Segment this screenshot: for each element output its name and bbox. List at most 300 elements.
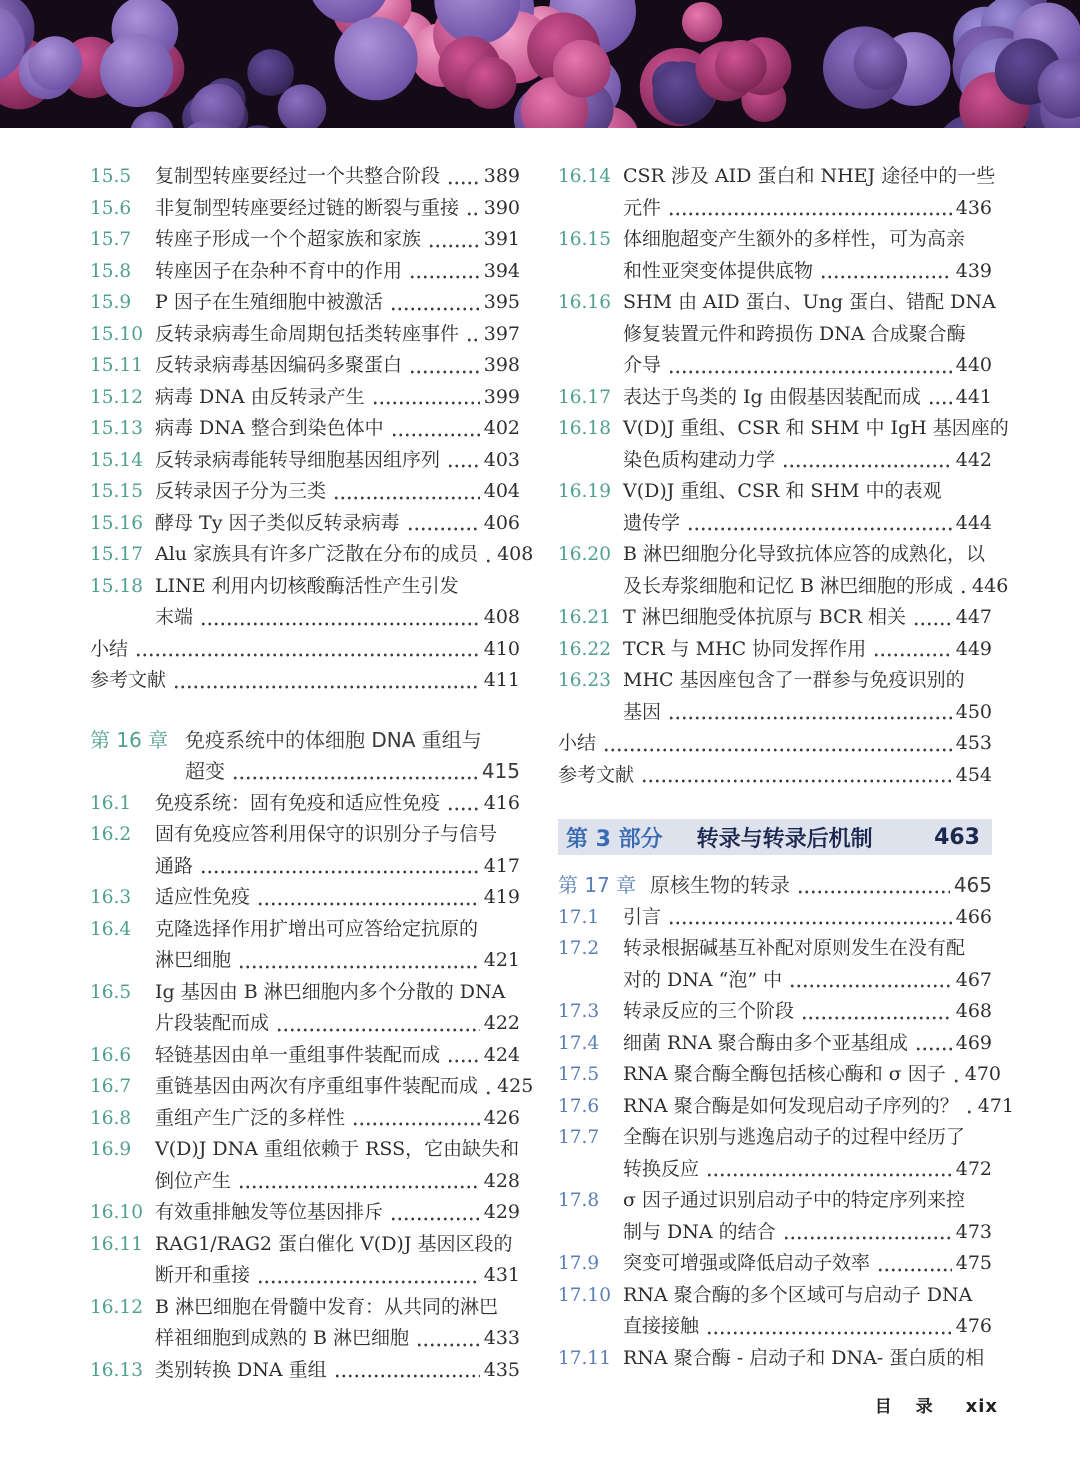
page-number: 410	[483, 637, 520, 660]
page-number: 428	[483, 1169, 520, 1192]
entry-body	[623, 1091, 1014, 1123]
entry-last-line	[155, 256, 520, 288]
dot-leader	[389, 413, 480, 445]
section-number: 17.3	[558, 1001, 600, 1022]
dot-leader	[464, 319, 480, 351]
entry-last-line	[623, 382, 992, 414]
page-number: 453	[955, 732, 992, 754]
entry-last-line	[623, 193, 992, 225]
section-number: 16.14	[558, 166, 611, 187]
toc-entry-16.9	[90, 1134, 520, 1197]
toc-entry-16.20	[558, 539, 1009, 602]
entry-last-line	[623, 445, 992, 477]
entry-title: V(D)J DNA 重组依赖于 RSS，它由缺失和	[155, 1138, 520, 1160]
entry-body	[155, 1229, 520, 1292]
dot-leader	[426, 224, 480, 256]
page-number: 442	[955, 448, 992, 471]
dot-leader	[407, 256, 480, 288]
entry-title: V(D)J 重组、CSR 和 SHM 中 IgH 基因座的	[623, 417, 1009, 439]
entry-last-line	[155, 287, 520, 319]
entry-body	[155, 788, 520, 820]
section-number: 16.15	[558, 229, 611, 250]
entry-last-line	[155, 193, 520, 225]
page-number: 446	[972, 574, 1009, 597]
page-number: 403	[483, 448, 520, 471]
entry-title: 染色质构建动力学	[623, 448, 776, 471]
page-number: 421	[483, 949, 520, 971]
entry-title: 突变可增强或降低启动子效率	[623, 1252, 871, 1274]
dot-leader	[332, 1355, 480, 1387]
entry-title: B 淋巴细胞分化导致抗体应答的成熟化，以	[623, 543, 986, 565]
page-number: 475	[955, 1252, 992, 1274]
entry-body	[623, 602, 992, 634]
page-number: 466	[955, 905, 992, 928]
entry-title: 酵母 Ty 因子类似反转录病毒	[155, 511, 400, 534]
toc-references	[558, 760, 992, 792]
chapter-title-text: 免疫系统中的体细胞 DNA 重组与	[185, 727, 482, 752]
dot-leader	[388, 287, 480, 319]
toc-entry-15.8	[90, 256, 520, 288]
page-number: 411	[483, 669, 520, 691]
chapter-label: 第 16 章	[90, 727, 169, 752]
section-number: 17.7	[558, 1127, 600, 1148]
entry-title: 复制型转座要经过一个共整合阶段	[155, 165, 441, 187]
page-number: 476	[955, 1315, 992, 1337]
page-number: 404	[483, 480, 520, 502]
chapter-title	[185, 725, 520, 788]
entry-body	[623, 161, 996, 224]
toc-entry-15.17	[90, 539, 534, 571]
entry-title: 转座因子在杂种不育中的作用	[155, 259, 403, 282]
entry-body	[623, 1248, 992, 1280]
toc-entry-15.18	[90, 571, 520, 634]
plain-label: 参考文献	[90, 669, 167, 691]
dot-leader	[236, 945, 480, 977]
dot-leader	[445, 1040, 480, 1072]
entry-title: 及长寿浆细胞和记忆 B 淋巴细胞的形成	[623, 574, 954, 597]
entry-body	[155, 224, 520, 256]
entry-title: 体细胞超变产生额外的多样性，可为高亲	[623, 228, 966, 250]
toc-entry-16.1	[90, 788, 520, 820]
entry-title: 对的 DNA “泡” 中	[623, 968, 783, 991]
dot-leader	[601, 728, 952, 760]
page-number: 397	[483, 322, 520, 345]
toc-summary	[90, 634, 520, 666]
entry-last-line	[155, 508, 520, 540]
section-number: 17.5	[558, 1064, 600, 1085]
section-number: 17.9	[558, 1253, 600, 1274]
entry-title: 反转录病毒能转导细胞基因组序列	[155, 448, 441, 471]
dot-leader	[255, 882, 480, 914]
page-number: 424	[483, 1043, 520, 1066]
entry-last-line	[623, 996, 992, 1028]
entry-body	[623, 1185, 992, 1248]
page-number: 472	[955, 1157, 992, 1180]
entry-last-line	[623, 634, 992, 666]
section-number: 16.20	[558, 544, 611, 565]
page-number: 429	[483, 1201, 520, 1223]
section-number: 15.10	[90, 323, 143, 345]
entry-title: σ 因子通过识别启动子中的特定序列来控	[623, 1189, 966, 1211]
section-number: 15.18	[90, 575, 143, 597]
entry-title: 表达于鸟类的 Ig 由假基因装配而成	[623, 385, 921, 408]
entry-title: 和性亚突变体提供底物	[623, 259, 814, 282]
dot-leader	[875, 1248, 952, 1280]
page-number: 402	[483, 417, 520, 439]
page-number: 473	[955, 1220, 992, 1243]
entry-body	[155, 1134, 520, 1197]
entry-title: 病毒 DNA 由反转录产生	[155, 385, 365, 408]
dot-leader	[445, 445, 480, 477]
entry-body	[623, 1280, 992, 1343]
entry-body	[155, 476, 520, 508]
section-number: 15.15	[90, 481, 143, 502]
page-number: 398	[483, 354, 520, 376]
entry-body	[155, 1355, 520, 1387]
toc-entry-16.8	[90, 1103, 520, 1135]
dot-leader	[781, 1217, 952, 1249]
toc-entry-15.5	[90, 161, 520, 193]
entry-last-line	[623, 1059, 1002, 1091]
dot-leader	[407, 350, 480, 382]
entry-title: RNA 聚合酶全酶包括核心酶和 σ 因子	[623, 1063, 946, 1085]
section-number: 16.13	[90, 1359, 143, 1381]
entry-body	[155, 445, 520, 477]
section-number: 16.12	[90, 1296, 143, 1318]
page-number: 439	[955, 259, 992, 282]
header-image	[0, 0, 1080, 128]
part-label: 第 3 部分	[566, 826, 663, 852]
entry-last-line	[155, 945, 520, 977]
toc-entry-15.6	[90, 193, 520, 225]
chapter-title-text: 超变	[185, 759, 225, 783]
entry-body	[623, 539, 1009, 602]
dot-leader	[236, 1166, 480, 1198]
entry-last-line	[623, 697, 992, 729]
entry-title: 直接接触	[623, 1315, 700, 1337]
entry-body	[623, 1343, 992, 1375]
entry-title: V(D)J 重组、CSR 和 SHM 中的表观	[623, 480, 942, 502]
entry-last-line	[155, 1323, 520, 1355]
section-number: 16.11	[90, 1233, 143, 1255]
entry-title: RNA 聚合酶的多个区域可与启动子 DNA	[623, 1283, 973, 1306]
entry-body	[155, 819, 520, 882]
toc-chapter-heading	[558, 870, 992, 902]
part-banner	[558, 819, 992, 855]
dot-leader	[871, 634, 952, 666]
dot-leader	[171, 665, 480, 697]
dot-leader	[704, 1154, 952, 1186]
toc-left-column	[90, 161, 534, 1386]
page-number: 431	[483, 1264, 520, 1286]
dot-leader	[198, 602, 480, 634]
section-number: 15.5	[90, 166, 132, 187]
entry-body	[623, 996, 992, 1028]
dot-leader	[913, 1028, 952, 1060]
entry-body	[155, 571, 520, 634]
entry-title: 转录根据碱基互补配对原则发生在没有配	[623, 937, 966, 959]
page-number: 436	[955, 196, 992, 219]
toc-entry-17.1	[558, 902, 992, 934]
entry-last-line	[155, 882, 520, 914]
toc-entry-16.7	[90, 1071, 534, 1103]
dot-leader	[666, 350, 952, 382]
page-number: 416	[483, 791, 520, 814]
page-number: 444	[955, 511, 992, 534]
toc-references	[90, 665, 520, 697]
page-number: 426	[483, 1106, 520, 1129]
entry-title: 淋巴细胞	[155, 949, 232, 971]
dot-leader	[704, 1311, 952, 1343]
entry-last-line	[155, 602, 520, 634]
toc-entry-17.5	[558, 1059, 1002, 1091]
dot-leader	[666, 193, 952, 225]
entry-body	[155, 413, 520, 445]
section-number: 16.2	[90, 824, 132, 845]
page-number: 449	[955, 637, 992, 660]
page-number: 435	[483, 1358, 520, 1381]
entry-last-line	[623, 1311, 992, 1343]
entry-title: RAG1/RAG2 蛋白催化 V(D)J 基因区段的	[155, 1232, 513, 1255]
entry-title: 基因	[623, 700, 662, 723]
dot-leader	[787, 965, 952, 997]
dot-leader	[370, 382, 480, 414]
entry-title: 免疫系统：固有免疫和适应性免疫	[155, 791, 441, 814]
chapter-label: 第 17 章	[558, 873, 637, 897]
entry-body	[155, 1103, 520, 1135]
section-number: 16.6	[90, 1044, 132, 1066]
toc-entry-15.9	[90, 287, 520, 319]
dot-leader	[926, 382, 952, 414]
entry-body	[155, 1040, 520, 1072]
entry-title: 重链基因由两次有序重组事件装配而成	[155, 1075, 479, 1097]
entry-body	[623, 476, 992, 539]
entry-body	[155, 287, 520, 319]
entry-last-line	[155, 476, 520, 508]
entry-title: 全酶在识别与逃逸启动子的过程中经历了	[623, 1126, 966, 1148]
page-number: 470	[964, 1063, 1002, 1085]
entry-last-line	[623, 256, 992, 288]
entry-last-line	[155, 1040, 520, 1072]
entry-body	[155, 256, 520, 288]
entry-body	[623, 1122, 992, 1185]
dot-leader	[958, 571, 968, 603]
entry-title: 反转录病毒生命周期包括类转座事件	[155, 322, 460, 345]
section-number: 16.10	[90, 1202, 143, 1223]
page-number: 471	[977, 1094, 1014, 1117]
entry-body	[623, 1028, 992, 1060]
section-number: 16.9	[90, 1139, 132, 1160]
entry-title: Ig 基因由 B 淋巴细胞内多个分散的 DNA	[155, 980, 506, 1003]
entry-title: 转录反应的三个阶段	[623, 1000, 795, 1022]
dot-leader	[133, 634, 480, 666]
page-number: 399	[483, 385, 520, 408]
entry-body	[155, 882, 520, 914]
footer-page-number: xix	[965, 1396, 998, 1417]
page-number: 394	[483, 259, 520, 282]
entry-last-line	[155, 350, 520, 382]
section-number: 15.17	[90, 544, 143, 565]
page-number: 454	[955, 763, 992, 786]
page-number: 467	[955, 968, 992, 991]
plain-label: 参考文献	[558, 763, 635, 786]
toc-entry-16.11	[90, 1229, 520, 1292]
entry-title: T 淋巴细胞受体抗原与 BCR 相关	[623, 606, 906, 628]
toc-entry-15.14	[90, 445, 520, 477]
entry-title: 制与 DNA 的结合	[623, 1220, 776, 1243]
section-number: 16.1	[90, 792, 132, 814]
entry-title: RNA 聚合酶是如何发现启动子序列的？	[623, 1094, 959, 1117]
entry-last-line	[155, 1355, 520, 1387]
toc-entry-17.3	[558, 996, 992, 1028]
toc-entry-16.16	[558, 287, 996, 382]
entry-last-line	[623, 902, 992, 934]
dot-leader	[666, 902, 952, 934]
entry-title: 有效重排触发等位基因排斥	[155, 1201, 384, 1223]
page-number: 447	[955, 606, 992, 628]
entry-body	[623, 224, 992, 287]
entry-title: SHM 由 AID 蛋白、Ung 蛋白、错配 DNA	[623, 291, 996, 313]
dot-leader	[445, 788, 480, 820]
page-number: 419	[483, 886, 520, 908]
entry-title: 反转录因子分为三类	[155, 480, 327, 502]
section-number: 17.8	[558, 1190, 600, 1211]
entry-title: 断开和重接	[155, 1264, 251, 1286]
entry-title: 重组产生广泛的多样性	[155, 1106, 346, 1129]
entry-last-line	[623, 1028, 992, 1060]
toc-entry-17.7	[558, 1122, 992, 1185]
entry-body	[623, 933, 992, 996]
section-number: 16.16	[558, 292, 611, 313]
dot-leader	[445, 161, 480, 193]
dot-leader	[799, 996, 952, 1028]
section-number: 15.8	[90, 260, 132, 282]
toc-entry-17.8	[558, 1185, 992, 1248]
entry-last-line	[155, 1197, 520, 1229]
page-number: 395	[483, 291, 520, 313]
entry-title: 细菌 RNA 聚合酶由多个亚基组成	[623, 1031, 908, 1054]
entry-last-line	[155, 851, 520, 883]
entry-last-line	[623, 571, 1009, 603]
dot-leader	[198, 851, 480, 883]
dot-leader	[414, 1323, 480, 1355]
entry-last-line	[155, 539, 534, 571]
entry-last-line	[155, 1260, 520, 1292]
dot-leader	[230, 756, 478, 788]
toc-entry-17.9	[558, 1248, 992, 1280]
entry-body	[623, 902, 992, 934]
entry-body	[155, 193, 520, 225]
entry-title: 非复制型转座要经过链的断裂与重接	[155, 196, 460, 219]
entry-body	[155, 914, 520, 977]
entry-title: 通路	[155, 854, 194, 877]
entry-last-line	[155, 161, 520, 193]
entry-last-line	[623, 508, 992, 540]
entry-title: 元件	[623, 196, 662, 219]
section-number: 16.4	[90, 918, 132, 940]
section-number: 17.4	[558, 1032, 600, 1054]
toc-entry-16.12	[90, 1292, 520, 1355]
entry-body	[623, 382, 992, 414]
dot-leader	[639, 760, 952, 792]
page-number: 390	[483, 196, 520, 219]
entry-last-line	[155, 1008, 520, 1040]
entry-body	[155, 508, 520, 540]
plain-label: 小结	[90, 637, 129, 660]
entry-body	[155, 1292, 520, 1355]
dot-leader	[951, 1059, 961, 1091]
entry-body	[155, 1197, 520, 1229]
entry-last-line	[155, 319, 520, 351]
entry-title: 转换反应	[623, 1157, 700, 1180]
dot-leader	[795, 870, 950, 902]
page-number: 450	[955, 700, 992, 723]
toc-chapter-heading	[90, 725, 520, 788]
entry-body	[155, 382, 520, 414]
page-number: 469	[955, 1031, 992, 1054]
entry-body	[155, 350, 520, 382]
toc-entry-16.2	[90, 819, 520, 882]
entry-body	[623, 634, 992, 666]
entry-last-line	[155, 1166, 520, 1198]
dot-leader	[685, 508, 952, 540]
toc-entry-17.11	[558, 1343, 992, 1375]
toc-entry-16.4	[90, 914, 520, 977]
entry-title: Alu 家族具有许多广泛散在分布的成员	[155, 543, 479, 565]
section-number: 15.7	[90, 229, 132, 250]
section-number: 15.16	[90, 512, 143, 534]
section-number: 16.18	[558, 418, 611, 439]
entry-title: 克隆选择作用扩增出可应答给定抗原的	[155, 917, 479, 940]
entry-title: 适应性免疫	[155, 886, 251, 908]
toc-entry-16.10	[90, 1197, 520, 1229]
section-number: 17.2	[558, 938, 600, 959]
dot-leader	[483, 539, 493, 571]
page-number: 415	[481, 759, 520, 783]
section-number: 17.10	[558, 1284, 611, 1306]
entry-body	[155, 539, 534, 571]
entry-title: CSR 涉及 AID 蛋白和 NHEJ 途径中的一些	[623, 165, 996, 187]
toc-entry-16.6	[90, 1040, 520, 1072]
entry-title: P 因子在生殖细胞中被激活	[155, 291, 383, 313]
entry-last-line	[155, 413, 520, 445]
section-number: 16.7	[90, 1076, 132, 1097]
entry-title: 片段装配而成	[155, 1012, 270, 1034]
section-number: 17.1	[558, 906, 600, 928]
page-number: 406	[483, 511, 520, 534]
section-number: 16.3	[90, 887, 132, 908]
dot-leader	[483, 1071, 493, 1103]
page-number: 408	[497, 543, 534, 565]
section-number: 16.17	[558, 386, 611, 408]
plain-label: 小结	[558, 732, 597, 754]
section-number: 16.19	[558, 481, 611, 502]
toc-entry-16.17	[558, 382, 992, 414]
entry-body	[623, 1059, 1002, 1091]
toc-entry-16.14	[558, 161, 996, 224]
section-number: 17.11	[558, 1347, 611, 1369]
toc-entry-15.11	[90, 350, 520, 382]
page-number: 408	[483, 606, 520, 628]
page-number: 391	[483, 228, 520, 250]
page-number: 468	[955, 1000, 992, 1022]
toc-entry-15.7	[90, 224, 520, 256]
entry-body	[155, 161, 520, 193]
page-number: 433	[483, 1327, 520, 1349]
page-number: 465	[953, 873, 992, 897]
entry-title: 引言	[623, 905, 662, 928]
part-title: 转录与转录后机制	[696, 826, 873, 852]
